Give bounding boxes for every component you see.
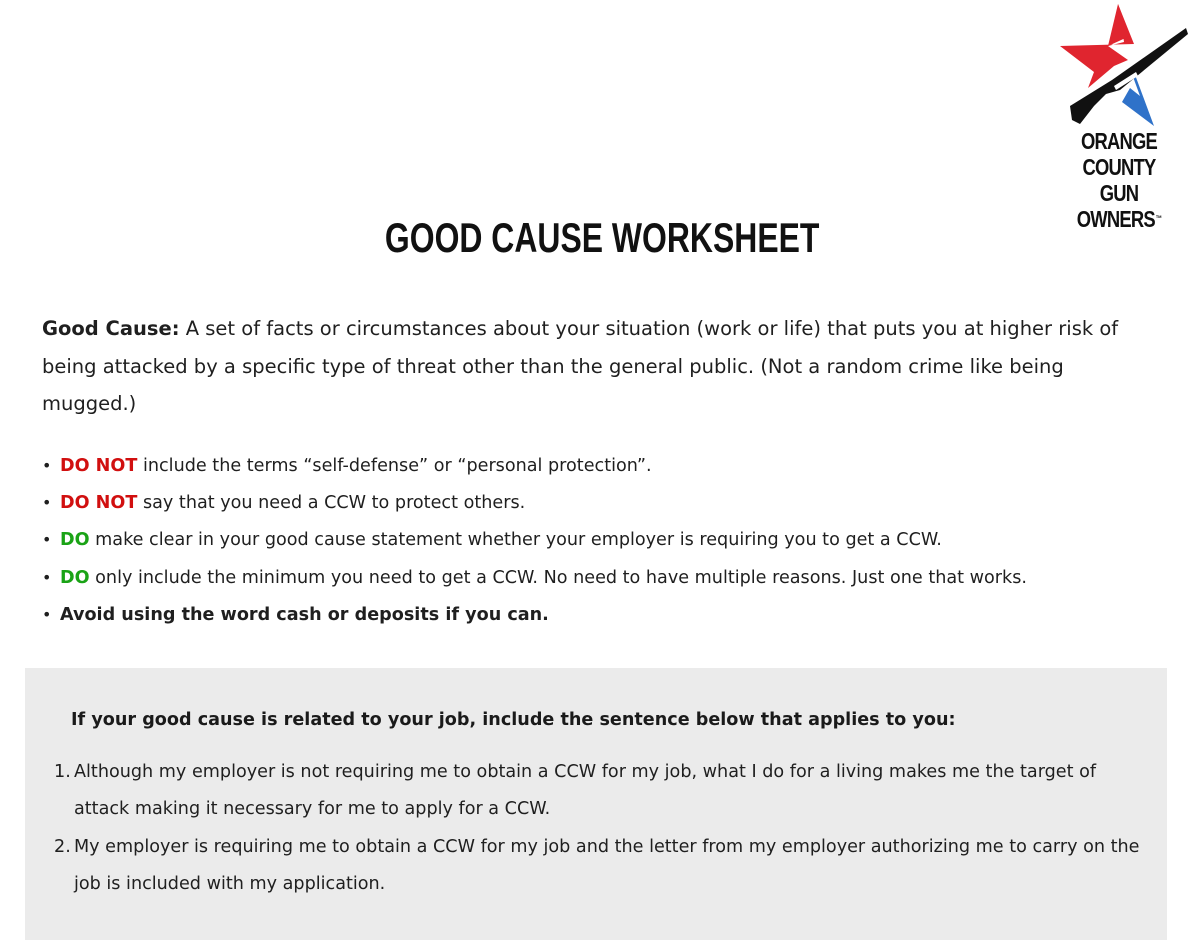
- guideline-text: only include the minimum you need to get a CCW. No need to have multiple reasons. Just one that works.: [89, 567, 1027, 588]
- organization-logo: [1040, 2, 1198, 232]
- logo-wordmark: [1056, 128, 1182, 232]
- guideline-item: [42, 524, 1182, 561]
- option-number: 2.: [54, 836, 71, 857]
- bullet-dot-icon: •: [42, 530, 52, 550]
- do-not-keyword: DO NOT: [60, 493, 138, 514]
- job-related-box: [25, 668, 1167, 940]
- do-keyword: DO: [60, 567, 90, 588]
- guideline-item: [42, 487, 1182, 524]
- box-heading: If your good cause is related to your job, include the sentence below that applies to you:: [71, 710, 956, 730]
- trademark-symbol: ™: [1155, 214, 1162, 223]
- option-text: Although my employer is not requiring me to obtain a CCW for my job, what I do for a living makes me the target of attack making it necessary for me to apply for a CCW.: [74, 762, 1097, 820]
- definition-term: Good Cause:: [42, 317, 180, 340]
- logo-line-2-text: GUN OWNERS: [1076, 180, 1155, 232]
- bullet-dot-icon: •: [42, 604, 52, 624]
- do-not-keyword: DO NOT: [60, 456, 138, 476]
- option-number: 1.: [54, 762, 71, 782]
- sentence-option: [54, 754, 1144, 829]
- bullet-dot-icon: •: [42, 567, 52, 587]
- guideline-text: say that you need a CCW to protect others.: [137, 493, 526, 514]
- guideline-text: Avoid using the word cash or deposits if you can.: [60, 604, 549, 625]
- guideline-item: [42, 599, 1182, 636]
- sentence-option: [54, 829, 1144, 904]
- page-title: GOOD CAUSE WORKSHEET: [384, 214, 820, 261]
- guidelines-list: [42, 450, 1182, 636]
- bullet-dot-icon: •: [42, 456, 52, 475]
- guideline-text: make clear in your good cause statement whether your employer is requiring you to get a CCW.: [89, 530, 942, 551]
- do-keyword: DO: [60, 530, 90, 551]
- sentence-options-list: [54, 754, 1144, 904]
- star-rifle-emblem-icon: [1050, 2, 1188, 130]
- option-text: My employer is requiring me to obtain a CCW for my job and the letter from my employer authorizing me to carry on the job is included with my application.: [74, 836, 1140, 895]
- logo-line-2: [1056, 180, 1182, 232]
- guideline-text: include the terms “self-defense” or “personal protection”.: [137, 456, 652, 476]
- guideline-item: [42, 450, 1182, 487]
- logo-line-1: ORANGE COUNTY: [1081, 128, 1157, 180]
- good-cause-definition: [42, 310, 1122, 423]
- bullet-dot-icon: •: [42, 493, 52, 513]
- definition-text: A set of facts or circumstances about your situation (work or life) that puts you at higher risk of being attacked by a specific type of threat other than the general public. (Not a random crime like being mugged.): [42, 317, 1119, 415]
- guideline-item: [42, 562, 1182, 599]
